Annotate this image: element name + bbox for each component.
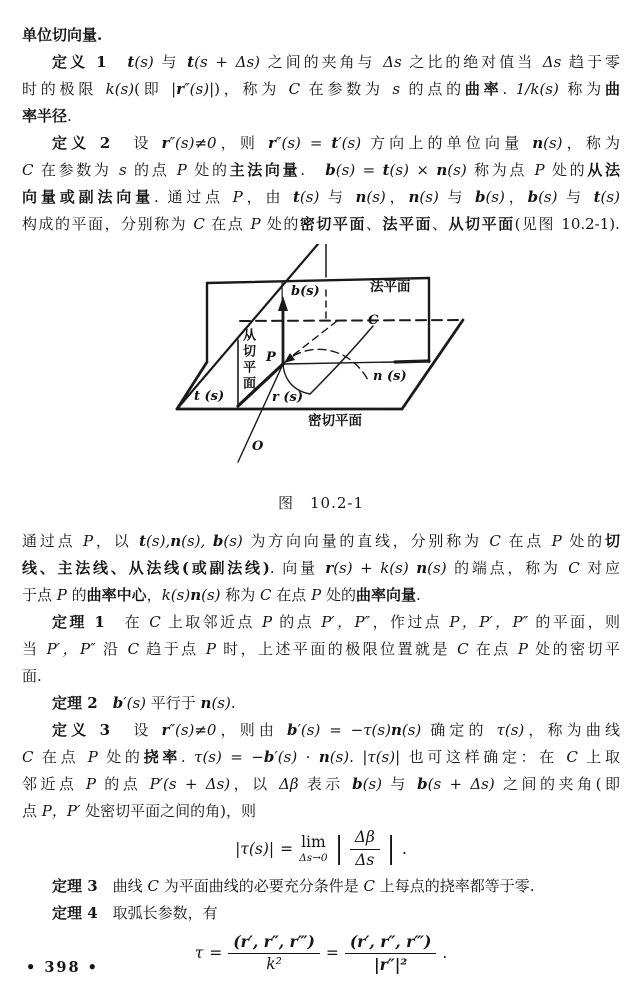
figure-caption: 图 10.2-1 bbox=[277, 494, 364, 512]
fraction-1 bbox=[228, 933, 320, 974]
fraction1-numerator: (r′, r″, r‴) bbox=[228, 933, 320, 954]
curve-c-dashed-arc bbox=[283, 349, 368, 380]
lim-word: lim bbox=[301, 833, 326, 851]
torsion-limit-formula: |τ(s)| = lim Δs→0 | $\frac{\Delta\beta}{\Delta s}$ | . bbox=[235, 827, 407, 869]
n-vector-label: n (s) bbox=[373, 369, 407, 384]
text-line: 通过点 P，以 t(s),n(s), b(s) 为方向向量的直线，分别称为 C 在点 P 处的切 bbox=[22, 532, 620, 550]
text-line: 点 P，P′ 处密切平面之间的角)，则 bbox=[22, 802, 256, 820]
text-line: 定义 3 设 r″(s)≠0，则由 b′(s) = −τ(s)n(s) 确定的 τ(s)，称为曲线 bbox=[52, 721, 620, 739]
equals-sign-2: = bbox=[325, 944, 339, 962]
text-line: 定理 4 取弧长参数，有 bbox=[52, 904, 218, 922]
text-line: 定义 2 设 r″(s)≠0，则 r″(s) = t′(s) 方向上的单位向量 n(s)，称为 bbox=[52, 134, 620, 152]
page-content bbox=[22, 22, 620, 979]
fraction-denominator: Δs bbox=[355, 850, 375, 869]
b-vector-arrowhead bbox=[278, 296, 288, 311]
delta-fraction bbox=[350, 829, 380, 870]
paragraph-definitions-top bbox=[22, 22, 620, 238]
t-vector-label: t (s) bbox=[194, 389, 225, 404]
b-vector-label: b(s) bbox=[291, 284, 320, 299]
fraction1-denominator: k² bbox=[266, 954, 282, 973]
fraction2-denominator: |r″|² bbox=[373, 954, 408, 974]
text-line: 于点 P 的曲率中心，k(s)n(s) 称为 C 在点 P 处的曲率向量. bbox=[22, 586, 421, 604]
lim-subscript: Δs→0 bbox=[299, 851, 328, 864]
text-line: C 在点 P 处的挠率. τ(s) = −b′(s) · n(s). |τ(s)| 也可这样确定：在 C 上取 bbox=[22, 748, 620, 766]
text-line: C 在参数为 s 的点 P 处的主法向量. b(s) = t(s) × n(s) 称为点 P 处的从法 bbox=[22, 161, 620, 179]
origin-label: O bbox=[252, 439, 264, 454]
rectifying-plane-label: 从切平面 bbox=[240, 328, 255, 392]
fraction2-numerator: (r′, r″, r‴) bbox=[345, 933, 437, 954]
text-line: 构成的平面，分别称为 C 在点 P 处的密切平面、法平面、从切平面(见图 10.2-1). bbox=[22, 215, 620, 233]
text-line: 向量或副法向量. 通过点 P，由 t(s) 与 n(s)，n(s) 与 b(s)，b(s) 与 t(s) bbox=[22, 188, 620, 206]
r-vector-label: r (s) bbox=[272, 390, 303, 405]
equals-sign-1: = bbox=[209, 944, 223, 962]
period-2: . bbox=[442, 944, 448, 962]
text-line: 单位切向量. bbox=[22, 26, 103, 44]
point-p-label: P bbox=[266, 350, 276, 365]
text-line: 时的极限 k(s)(即 |r″(s)|)，称为 C 在参数为 s 的点的曲率. 1/k(s) 称为曲 bbox=[22, 80, 620, 98]
curve-c-label: C bbox=[368, 313, 379, 328]
text-line: 线、主法线、从法线(或副法线). 向量 r(s) + k(s) n(s) 的端点，称为 C 对应 bbox=[22, 559, 620, 577]
text-line: 邻近点 P 的点 P′(s + Δs)，以 Δβ 表示 b(s) 与 b(s + Δs) 之间的夹角(即 bbox=[22, 775, 620, 793]
trihedron-diagram bbox=[130, 244, 542, 482]
osculating-plane-label: 密切平面 bbox=[308, 413, 362, 429]
text-line: 定理 2 b′(s) 平行于 n(s). bbox=[52, 694, 236, 712]
osculating-plane-right-edge bbox=[402, 320, 463, 409]
tau-symbol: τ bbox=[194, 944, 204, 962]
text-line: 率半径. bbox=[22, 107, 72, 125]
text-line: 面. bbox=[22, 667, 42, 685]
paragraph-after-figure bbox=[22, 528, 620, 825]
page-number: • 398 • bbox=[26, 959, 99, 976]
torsion-formula bbox=[22, 927, 620, 979]
text-line: 定理 1 在 C 上取邻近点 P 的点 P′，P″，作过点 P，P′，P″ 的平面，则 bbox=[52, 613, 620, 631]
text-line: 当 P′，P″ 沿 C 趋于点 P 时，上述平面的极限位置就是 C 在点 P 处的密切平 bbox=[22, 640, 620, 658]
formula-lhs: |τ(s)| bbox=[235, 840, 275, 858]
text-line: 定义 1 t(s) 与 t(s + Δs) 之间的夹角与 Δs 之比的绝对值当 Δs 趋于零 bbox=[52, 53, 620, 71]
limit-operator bbox=[299, 835, 327, 863]
fraction-numerator: Δβ bbox=[350, 829, 380, 850]
fraction-2 bbox=[345, 933, 437, 974]
period: . bbox=[401, 840, 407, 858]
paragraph-theorems bbox=[22, 873, 620, 927]
curve-c-solid bbox=[310, 326, 373, 394]
text-line: 定理 3 曲线 C 为平面曲线的必要充分条件是 C 上每点的挠率都等于零. bbox=[52, 877, 535, 895]
equals-sign: = bbox=[280, 840, 294, 858]
normal-plane-bottom-edge bbox=[395, 361, 429, 362]
figure-10-2-1 bbox=[130, 244, 542, 482]
normal-plane-label: 法平面 bbox=[370, 279, 411, 295]
incoming-dashed-line bbox=[287, 321, 337, 360]
